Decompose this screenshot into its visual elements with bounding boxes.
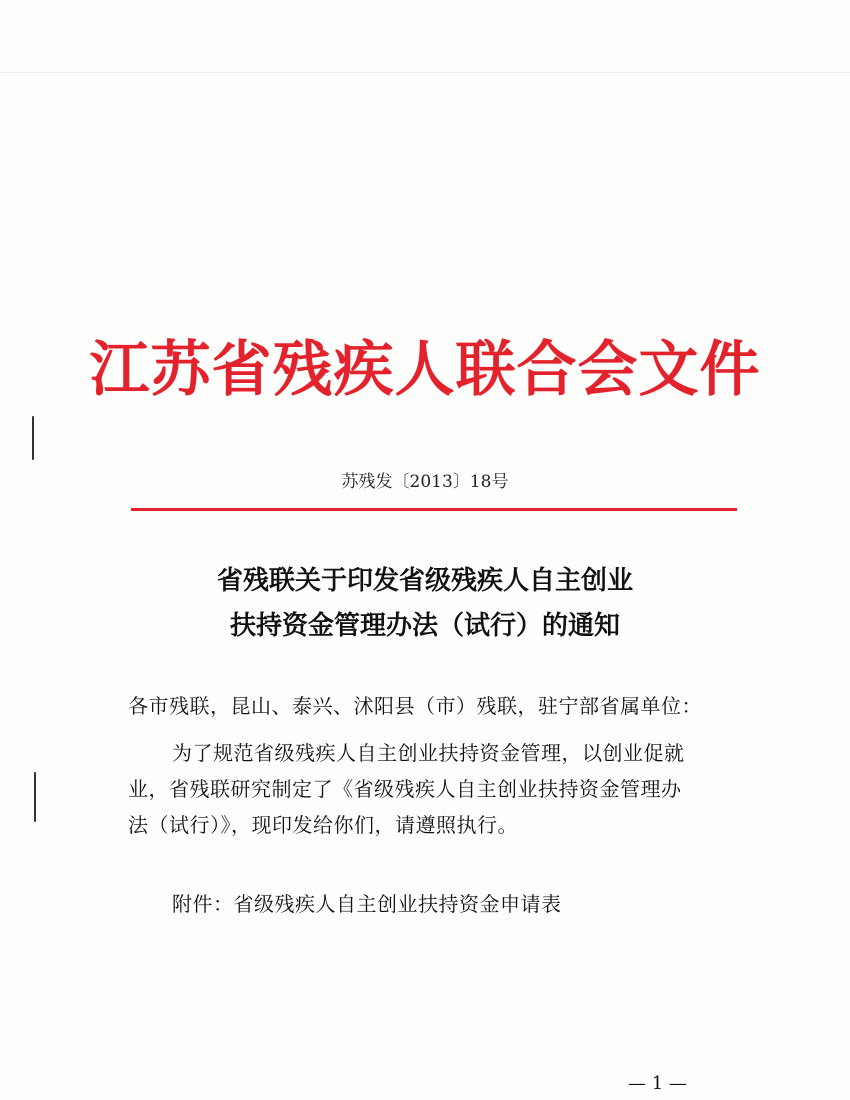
binder-mark	[32, 416, 34, 460]
red-header-rule	[131, 508, 737, 511]
document-number: 苏残发〔2013〕18号	[341, 472, 509, 492]
notice-title-line-1: 省残联关于印发省级残疾人自主创业	[216, 566, 633, 596]
binder-mark	[34, 772, 36, 822]
scan-fold-line	[0, 72, 850, 73]
attachment-line: 附件：省级残疾人自主创业扶持资金申请表	[172, 892, 562, 916]
salutation: 各市残联，昆山、泰兴、沭阳县（市）残联，驻宁部省属单位：	[128, 694, 702, 718]
document-header-title: 江苏省残疾人联合会文件	[89, 335, 761, 405]
page-number: — 1 —	[628, 1073, 687, 1094]
notice-title-line-2: 扶持资金管理办法（试行）的通知	[229, 611, 620, 641]
body-paragraph-line-2: 业，省残联研究制定了《省级残疾人自主创业扶持资金管理办	[128, 777, 682, 801]
body-paragraph-line-3: 法（试行）》，现印发给你们，请遵照执行。	[128, 813, 518, 837]
body-paragraph-line-1: 为了规范省级残疾人自主创业扶持资金管理，以创业促就	[172, 741, 685, 765]
